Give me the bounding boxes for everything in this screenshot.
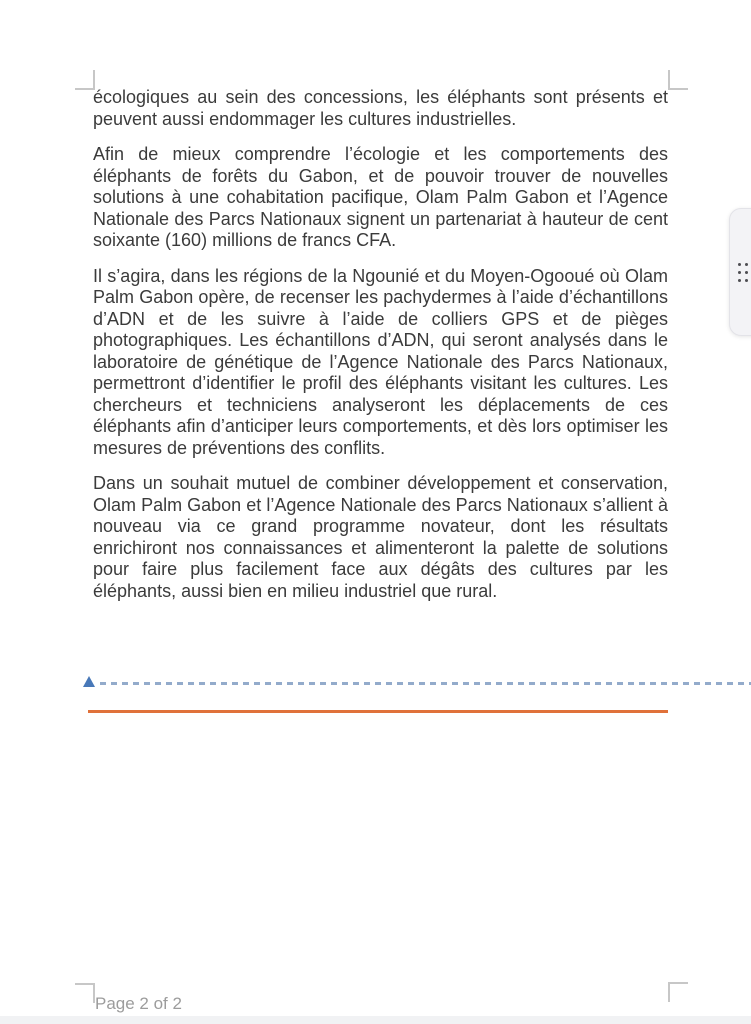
margin-corner-bottom-left-icon: [75, 983, 95, 1003]
page-bottom-edge: [0, 1016, 751, 1024]
section-break-dashed-line: [100, 682, 751, 685]
paragraph: écologiques au sein des concessions, les éléphants sont présents et peuvent aussi endommager les cultures industrielles.: [93, 87, 668, 129]
horizontal-rule: [88, 710, 668, 713]
document-text: [93, 87, 668, 616]
scroll-handle[interactable]: [729, 208, 751, 336]
paragraph: Il s’agira, dans les régions de la Ngounié et du Moyen-Ogooué où Olam Palm Gabon opère, de recenser les pachydermes à l’aide d’échantillons d’ADN et de les suivre à l’aide de colliers GPS et de pièges photographiques. Les échantillons d’ADN, qui seront analysés dans le laboratoire de génétique de l’Agence Nationale des Parcs Nationaux, permettront d’identifier le profil des éléphants visitant les cultures. Les chercheurs et techniciens analyseront les déplacements de ces éléphants afin d’anticiper leurs comportements, et dès lors optimiser les mesures de préventions des conflits.: [93, 265, 668, 458]
section-break-triangle-icon: [83, 676, 95, 687]
margin-corner-bottom-right-icon: [668, 982, 688, 1002]
margin-corner-top-left-icon: [75, 70, 95, 90]
paragraph: Afin de mieux comprendre l’écologie et les comportements des éléphants de forêts du Gabon, et de pouvoir trouver de nouvelles solutions à une cohabitation pacifique, Olam Palm Gabon et l’Agence Nationale des Parcs Nationaux signent un partenariat à hauteur de cent soixante (160) millions de francs CFA.: [93, 144, 668, 250]
margin-corner-top-right-icon: [668, 70, 688, 90]
paragraph: Dans un souhait mutuel de combiner développement et conservation, Olam Palm Gabon et l’Agence Nationale des Parcs Nationaux s’allient à nouveau via ce grand programme novateur, dont les résultats enrichiront nos connaissances et alimenteront la palette de solutions pour faire plus facilement face aux dégâts des cultures par les éléphants, aussi bien en milieu industriel que rural.: [93, 473, 668, 601]
page-number-indicator: Page 2 of 2: [95, 994, 182, 1013]
grip-dots-icon: [738, 263, 748, 282]
